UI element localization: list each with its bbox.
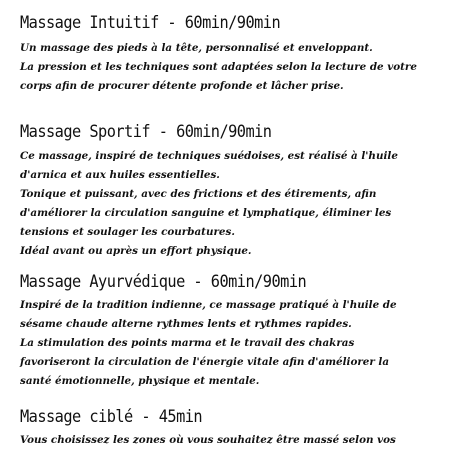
- section-massage-ayurvedique: [20, 272, 440, 390]
- description-line: santé émotionnelle, physique et mentale.: [20, 375, 260, 387]
- description-line: tensions et soulager les courbatures.: [20, 226, 235, 238]
- description-line: La pression et les techniques sont adaptées selon la lecture de votre: [20, 61, 417, 73]
- section-title: Massage ciblé - 45min: [20, 407, 203, 427]
- description-line: Ce massage, inspiré de techniques suédoises, est réalisé à l'huile: [20, 150, 398, 162]
- section-massage-cible: [20, 407, 440, 449]
- description-line: Idéal avant ou après un effort physique.: [20, 245, 252, 257]
- section-description: [20, 146, 440, 260]
- section-massage-sportif: [20, 122, 440, 260]
- section-title: Massage Ayurvédique - 60min/90min: [20, 272, 307, 292]
- section-title: Massage Intuitif - 60min/90min: [20, 13, 281, 33]
- description-line: sésame chaude alterne rythmes lents et rythmes rapides.: [20, 318, 352, 330]
- section-massage-intuitif: [20, 13, 440, 95]
- description-line: La stimulation des points marma et le travail des chakras: [20, 337, 355, 349]
- description-line: Tonique et puissant, avec des frictions et des étirements, afin: [20, 188, 377, 200]
- description-line: Un massage des pieds à la tête, personnalisé et enveloppant.: [20, 42, 373, 54]
- section-description: [20, 430, 440, 449]
- description-line: favoriseront la circulation de l'énergie vitale afin d'améliorer la: [20, 356, 390, 368]
- description-line: d'améliorer la circulation sanguine et lymphatique, éliminer les: [20, 207, 392, 219]
- section-title: Massage Sportif - 60min/90min: [20, 122, 272, 142]
- section-description: [20, 295, 440, 390]
- description-line: Vous choisissez les zones où vous souhaitez être massé selon vos: [20, 434, 396, 446]
- section-description: [20, 38, 440, 95]
- description-line: d'arnica et aux huiles essentielles.: [20, 169, 220, 181]
- description-line: Inspiré de la tradition indienne, ce massage pratiqué à l'huile de: [20, 299, 397, 311]
- description-line: corps afin de procurer détente profonde et lâcher prise.: [20, 80, 344, 92]
